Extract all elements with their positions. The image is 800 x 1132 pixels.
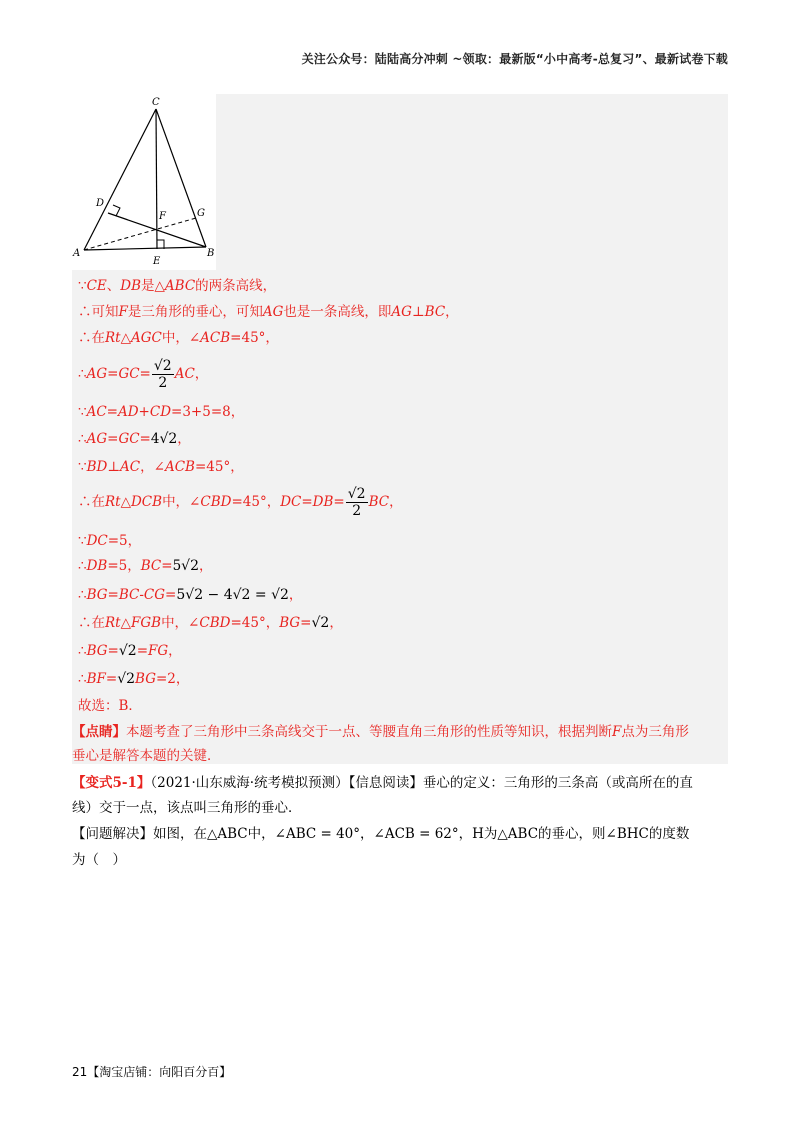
triangle-figure — [72, 94, 216, 270]
solution-line-6: ∴AG=GC=4√2， — [78, 431, 191, 447]
answer-line: 故选：B． — [78, 698, 142, 714]
solution-line-11: ∴BG=BC-CG=5√2 − 4√2 = √2， — [78, 587, 303, 603]
triangle-diagram — [72, 94, 216, 270]
problem-line-4: 为（ ） — [72, 852, 126, 868]
solution-line-8: ∴在Rt△DCB中，∠CBD=45°，DC=DB= $\frac{√2}{2}$ BC， — [78, 486, 403, 519]
solution-line-7: ∵BD⊥AC，∠ACB=45°， — [78, 459, 244, 475]
variant-tag: 【变式5-1】 — [72, 775, 151, 791]
comment-line-2: 垂心是解答本题的关键． — [72, 748, 221, 764]
label-b: B — [207, 248, 215, 259]
solution-line-5: ∵AC=AD+CD=3+5=8， — [78, 404, 245, 420]
solution-line-13: ∴BG=√2=FG， — [78, 643, 182, 659]
solution-line-2: ∴可知F是三角形的垂心，可知AG也是一条高线，即AG⊥BC， — [78, 304, 459, 320]
label-f: F — [159, 211, 166, 222]
label-c: C — [152, 97, 160, 108]
fraction: $\frac{√2}{2}$ — [347, 486, 366, 519]
shop-name: 【淘宝店铺：向阳百分百】 — [87, 1065, 232, 1079]
problem-line-2: 线）交于一点，该点叫三角形的垂心． — [72, 800, 302, 816]
page-header: 关注公众号：陆陆高分冲刺 ~领取：最新版“小中高考-总复习”、最新试卷下载 — [301, 52, 728, 66]
solution-line-4: ∴AG=GC= $\frac{√2}{2}$ AC， — [78, 358, 209, 391]
solution-line-10: ∴DB=5，BC=5√2， — [78, 558, 213, 574]
label-d: D — [96, 198, 105, 209]
solution-line-9: ∵DC=5， — [78, 533, 142, 549]
fraction: $\frac{√2}{2}$ — [153, 358, 172, 391]
solution-line-3: ∴在Rt△AGC中，∠ACB=45°， — [78, 330, 279, 346]
solution-line-12: ∴在Rt△FGB中，∠CBD=45°，BG=√2， — [78, 615, 343, 631]
page-number: 21 — [72, 1065, 88, 1079]
label-e: E — [153, 256, 161, 267]
label-g: G — [197, 208, 205, 219]
label-a: A — [73, 248, 81, 259]
page-footer — [72, 1063, 231, 1080]
problem-line-3: 【问题解决】如图，在△ABC中，∠ABC = 40°，∠ACB = 62°，H为△ABC的垂心，则∠BHC的度数 — [72, 826, 690, 842]
comment-line-1: 【点睛】本题考查了三角形中三条高线交于一点、等腰直角三角形的性质等知识，根据判断F点为三角形 — [72, 724, 689, 740]
problem-line-1: 【变式5-1】（2021·山东威海·统考模拟预测）【信息阅读】垂心的定义：三角形的三条高（或高所在的直 — [72, 775, 693, 791]
solution-line-1: ∵CE、DB是△ABC的两条高线， — [78, 278, 277, 294]
solution-line-14: ∴BF=√2BG=2， — [78, 671, 190, 687]
